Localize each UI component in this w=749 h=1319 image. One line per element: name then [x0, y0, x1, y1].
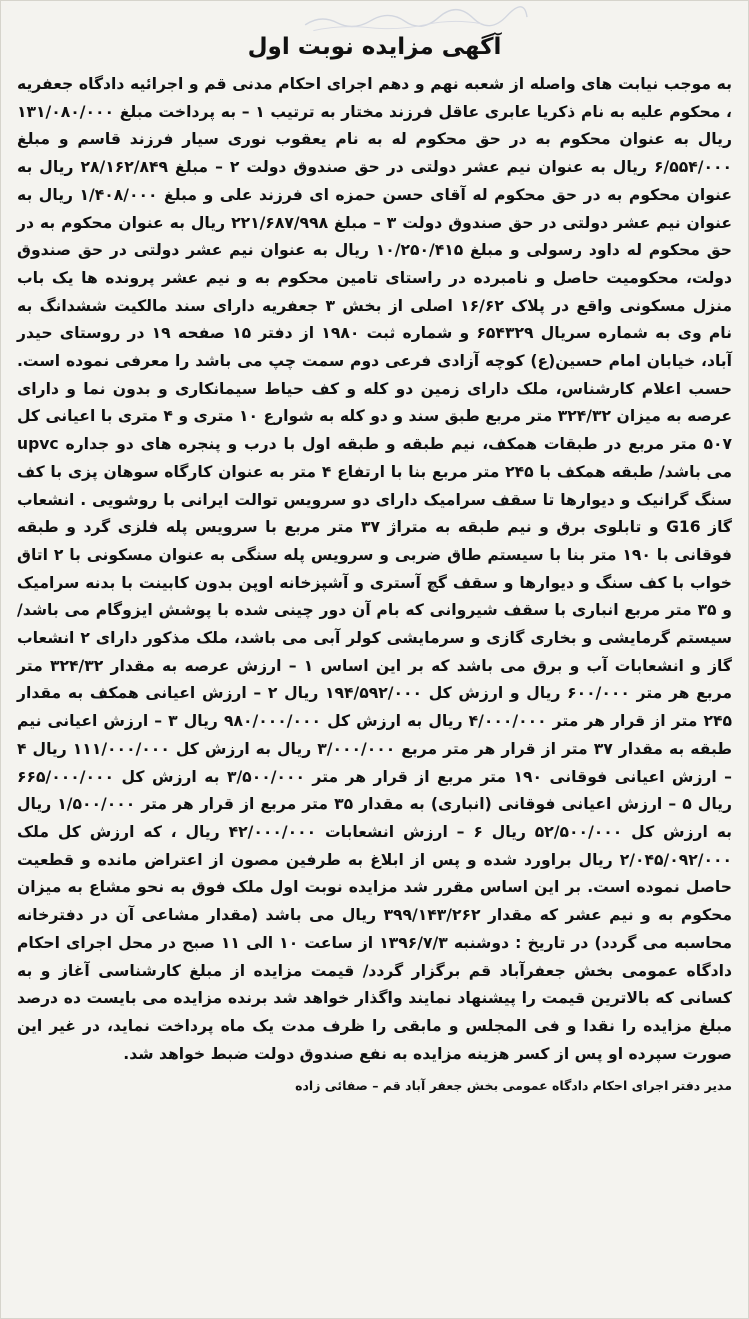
- auction-notice: [17, 29, 732, 1300]
- notice-signature: مدیر دفتر اجرای احکام دادگاه عمومی بخش جعفر آباد قم – صفائی زاده: [295, 1078, 732, 1094]
- notice-body: به موجب نیابت های واصله از شعبه نهم و دهم اجرای احکام مدنی قم و اجرائیه دادگاه جعفریه ، محکوم علیه به نام ذکریا عابری عاقل فرزند مختار به ترتیب ۱ – به پرداخت مبلغ ۱۳۱/۰۸۰/۰۰۰ ریال به عنوان محکوم به در حق محکوم له به نام یعقوب نوری سیار فرزند قاسم و مبلغ ۶/۵۵۴/۰۰۰ ریال به عنوان نیم عشر دولتی در حق صندوق دولت ۲ – مبلغ ۲۸/۱۶۲/۸۴۹ ریال به عنوان محکوم به در حق محکوم له آقای حسن حمزه ای فرزند علی و مبلغ ۱/۴۰۸/۰۰۰ ریال به عنوان نیم عشر دولتی در حق صندوق دولت ۳ – مبلغ ۲۲۱/۶۸۷/۹۹۸ ریال به عنوان محکوم به در حق محکوم له داود رسولی و مبلغ ۱۰/۲۵۰/۴۱۵ ریال به عنوان نیم عشر دولتی در حق صندوق دولت، محکومیت حاصل و نامبرده در راستای تامین محکوم به و نیم عشر پرونده ها یک باب منزل مسکونی واقع در پلاک ۱۶/۶۲ اصلی از بخش ۳ جعفریه دارای سند مالکیت ششدانگ به نام وی به شماره سریال ۶۵۴۳۲۹ و شماره ثبت ۱۹۸۰ از دفتر ۱۵ صفحه ۱۹ در روستای حیدر آباد، خیابان امام حسین(ع) کوچه آزادی فرعی دوم سمت چپ می باشد را معرفی نموده است. حسب اعلام کارشناس، ملک دارای زمین دو کله و کف حیاط سیمانکاری و بدون نما و دارای عرصه به میزان ۳۲۴/۳۲ متر مربع طبق سند و دو کله به شوارع ۱۰ متری و ۴ متری با اعیانی کل ۵۰۷ متر مربع در طبقات همکف، نیم طبقه و طبقه اول با درب و پنجره های دو جداره upvc می باشد/ طبقه همکف با ۲۴۵ متر مربع بنا با ارتفاع ۴ متر به عنوان کارگاه سوهان پزی با کف سنگ گرانیک و دیوارها تا سقف سرامیک دارای دو سرویس توالت ایرانی با روشویی . انشعاب گاز G16 و تابلوی برق و نیم طبقه به متراژ ۳۷ متر مربع با سرویس پله فلزی گرد و طبقه فوقانی با ۱۹۰ متر بنا با سیستم طاق ضربی و سرویس پله سنگی به عنوان مسکونی با ۲ اتاق خواب با کف سنگ و دیوارها و سقف گچ آستری و آشپزخانه اوپن بدون کابینت با بدنه سرامیک و ۳۵ متر مربع انباری با سقف شیروانی که بام آن دور چینی شده با پوشش ایزوگام می باشد/ سیستم گرمایشی و بخاری گازی و سرمایشی کولر آبی می باشد، ملک مذکور دارای ۲ انشعاب گاز و انشعابات آب و برق می باشد که بر این اساس ۱ – ارزش عرصه به مقدار ۳۲۴/۳۲ متر مربع هر متر ۶۰۰/۰۰۰ ریال و ارزش کل ۱۹۴/۵۹۲/۰۰۰ ریال ۲ – ارزش اعیانی همکف به مقدار ۲۴۵ متر از قرار هر متر ۴/۰۰۰/۰۰۰ ریال به ارزش کل ۹۸۰/۰۰۰/۰۰۰ ریال ۳ – ارزش اعیانی نیم طبقه به مقدار ۳۷ متر از قرار هر متر مربع ۳/۰۰۰/۰۰۰ ریال به ارزش کل ۱۱۱/۰۰۰/۰۰۰ ریال ۴ – ارزش اعیانی فوقانی ۱۹۰ متر مربع از قرار هر متر ۳/۵۰۰/۰۰۰ به ارزش کل ۶۶۵/۰۰۰/۰۰۰ ریال ۵ – ارزش اعیانی فوقانی (انباری) به مقدار ۳۵ متر مربع از قرار هر متر ۱/۵۰۰/۰۰۰ ریال به ارزش کل ۵۲/۵۰۰/۰۰۰ ریال ۶ – ارزش انشعابات ۴۲/۰۰۰/۰۰۰ ریال ، که ارزش کل ملک ۲/۰۴۵/۰۹۲/۰۰۰ ریال براورد شده و پس از ابلاغ به طرفین مصون از اعتراض مانده و قطعیت حاصل نموده است. بر این اساس مقرر شد مزایده نوبت اول ملک فوق به نحو مشاع به میزان محکوم به و نیم عشر که مقدار ۳۹۹/۱۴۳/۲۶۲ ریال می باشد (مقدار مشاعی آن در دفترخانه محاسبه می گردد) در تاریخ : دوشنبه ۱۳۹۶/۷/۳ از ساعت ۱۰ الی ۱۱ صبح در محل اجرای احکام دادگاه عمومی بخش جعفرآباد قم برگزار گردد/ قیمت مزایده از مبلغ کارشناسی آغاز و به کسانی که بالاترین قیمت را پیشنهاد نمایند واگذار خواهد شد برنده مزایده می بایست ده درصد مبلغ مزایده را نقدا و فی المجلس و مابقی را ظرف مدت یک ماه پرداخت نماید، در غیر این صورت سپرده او پس از کسر هزینه مزایده به نفع صندوق دولت ضبط خواهد شد.: [17, 75, 733, 1063]
- notice-title: آگهی مزایده نوبت اول: [247, 34, 502, 60]
